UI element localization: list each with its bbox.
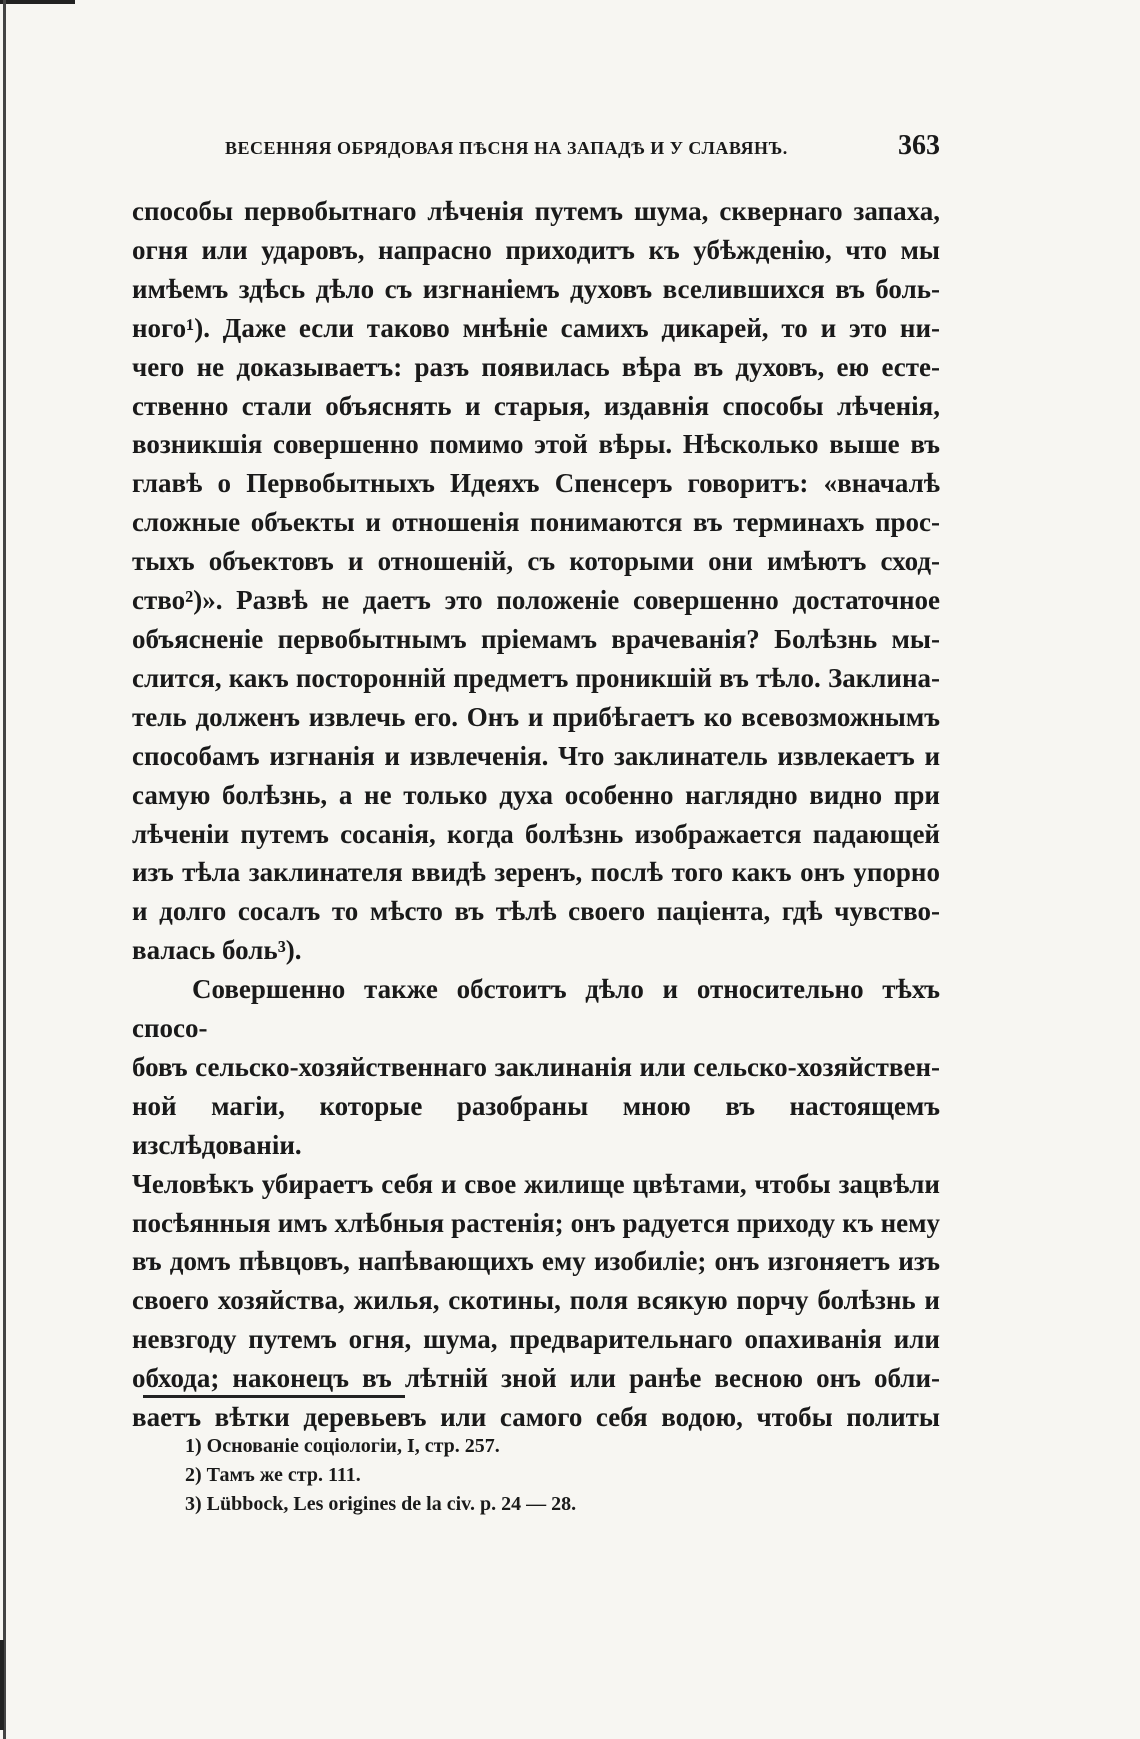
text-line: сложные объекты и отношенія понимаются въ терминахъ прос- bbox=[132, 507, 940, 538]
text-line: ственно стали объяснять и старыя, издавнія способы лѣченія, bbox=[132, 390, 940, 421]
footnote-1: 1) Основаніе соціологіи, I, стр. 257. bbox=[185, 1435, 500, 1457]
text-line: изъ тѣла заклинателя ввидѣ зеренъ, послѣ того какъ онъ упорно bbox=[132, 857, 940, 888]
text-line: Человѣкъ убираетъ себя и свое жилище цвѣтами, чтобы зацвѣли bbox=[132, 1168, 940, 1199]
text-line: обхода; наконецъ въ лѣтній зной или ранѣе весною онъ обли- bbox=[132, 1363, 940, 1394]
text-line: Совершенно также обстоитъ дѣло и относительно тѣхъ спосо- bbox=[132, 974, 940, 1044]
footnote-2: 2) Тамъ же стр. 111. bbox=[185, 1464, 361, 1486]
text-line: способы первобытнаго лѣченія путемъ шума, сквернаго запаха, bbox=[132, 196, 940, 226]
text-line: тыхъ объектовъ и отношеній, съ которыми они имѣютъ сход- bbox=[132, 546, 940, 577]
text-line: и долго сосалъ то мѣсто въ тѣлѣ своего паціента, гдѣ чувство- bbox=[132, 896, 940, 927]
text-line: объясненіе первобытнымъ пріемамъ врачеванія? Болѣзнь мы- bbox=[132, 623, 940, 654]
text-line: главѣ о Первобытныхъ Идеяхъ Спенсеръ говоритъ: «вначалѣ bbox=[132, 468, 940, 499]
running-head bbox=[225, 130, 940, 170]
text-line: слится, какъ посторонній предметъ проникшій въ тѣло. Заклина- bbox=[132, 662, 940, 693]
text-line: возникшія совершенно помимо этой вѣры. Нѣсколько выше въ bbox=[132, 429, 940, 460]
text-line: валась боль³). bbox=[132, 935, 302, 966]
body-text bbox=[132, 192, 940, 1437]
text-line: лѣченіи путемъ сосанія, когда болѣзнь изображается падающей bbox=[132, 818, 940, 849]
text-line: способамъ изгнанія и извлеченія. Что заклинатель извлекаетъ и bbox=[132, 740, 940, 771]
footnotes bbox=[185, 1432, 925, 1519]
text-line: ной магіи, которые разобраны мною въ настоящемъ изслѣдованіи. bbox=[132, 1090, 940, 1160]
text-line: своего хозяйства, жилья, скотины, поля всякую порчу болѣзнь и bbox=[132, 1285, 940, 1316]
text-line: тель долженъ извлечь его. Онъ и прибѣгаетъ ко всевозможнымъ bbox=[132, 701, 940, 732]
scan-frame-left bbox=[3, 0, 6, 1739]
text-line: ваетъ вѣтки деревьевъ или самого себя водою, чтобы политы bbox=[132, 1402, 940, 1433]
running-title: ВЕСЕННЯЯ ОБРЯДОВАЯ ПѢСНЯ НА ЗАПАДѢ И У СЛАВЯНЪ. bbox=[225, 138, 788, 158]
text-line: посѣянныя имъ хлѣбныя растенія; онъ радуется приходу къ нему bbox=[132, 1207, 940, 1238]
page-number: 363 bbox=[898, 130, 940, 161]
text-line: въ домъ пѣвцовъ, напѣвающихъ ему изобиліе; онъ изгоняетъ изъ bbox=[132, 1246, 940, 1277]
text-line: невзгоду путемъ огня, шума, предварительнаго опахиванія или bbox=[132, 1324, 940, 1355]
text-line: ного¹). Даже если таково мнѣніе самихъ дикарей, то и это ни- bbox=[132, 312, 940, 343]
text-line: чего не доказываетъ: разъ появилась вѣра въ духовъ, ею есте- bbox=[132, 351, 940, 382]
text-line: огня или ударовъ, напрасно приходитъ къ убѣжденію, что мы bbox=[132, 234, 940, 265]
text-line: ство²)». Развѣ не даетъ это положеніе совершенно достаточное bbox=[132, 585, 940, 616]
text-line: бовъ сельско-хозяйственнаго заклинанія или сельско-хозяйствен- bbox=[132, 1051, 940, 1082]
text-line: имѣемъ здѣсь дѣло съ изгнаніемъ духовъ вселившихся въ боль- bbox=[132, 273, 940, 304]
text-line: самую болѣзнь, а не только духа особенно наглядно видно при bbox=[132, 779, 940, 810]
footnote-3: 3) Lübbock, Les origines de la civ. p. 24 — 28. bbox=[185, 1493, 577, 1515]
scan-frame-top bbox=[0, 0, 75, 4]
scan-frame-left-bottom bbox=[0, 1640, 4, 1730]
footnote-separator bbox=[143, 1395, 405, 1398]
